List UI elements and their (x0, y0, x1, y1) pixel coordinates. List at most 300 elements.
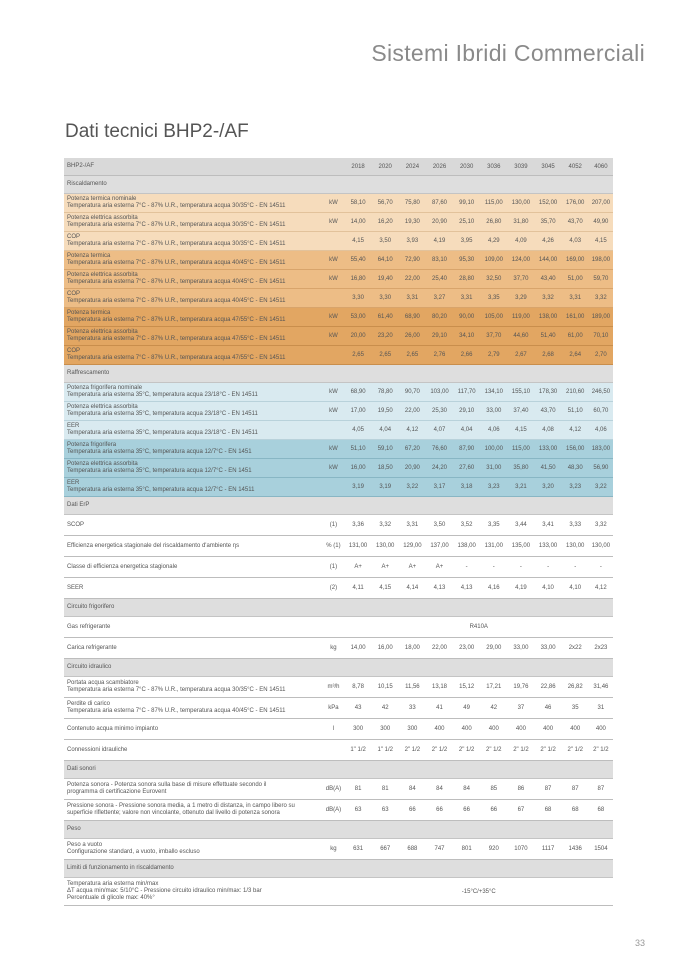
row-label-condition: Temperatura aria esterna 35°C, temperatura acqua 23/18°C - EN 14511 (67, 411, 258, 417)
value-cell: 58,10 (345, 194, 372, 213)
value-cell: 20,00 (345, 327, 372, 346)
value-cell: 68 (589, 800, 613, 821)
value-cell: 4,07 (426, 421, 453, 440)
table-row (64, 515, 613, 536)
value-cell: 14,00 (345, 638, 372, 659)
value-cell: 29,10 (453, 402, 480, 421)
value-cell: 75,80 (399, 194, 426, 213)
value-cell: 19,40 (372, 270, 399, 289)
value-cell: 400 (453, 719, 480, 740)
value-cell: 155,10 (507, 383, 534, 402)
table-row (64, 638, 613, 659)
value-cell: 2" 1/2 (562, 740, 589, 761)
value-cell: 3,52 (453, 515, 480, 536)
table-row (64, 232, 613, 251)
row-label-condition: programma di certificazione Eurovent (67, 789, 167, 795)
value-cell: 29,00 (480, 638, 507, 659)
row-label (64, 638, 322, 659)
value-cell: 35 (562, 698, 589, 719)
section-header (64, 599, 613, 617)
model-header: 2030 (453, 158, 480, 176)
value-cell: 37,70 (480, 327, 507, 346)
value-cell: 43,70 (535, 402, 562, 421)
value-cell: 66 (480, 800, 507, 821)
row-unit: (1) (322, 515, 344, 536)
row-unit (322, 232, 344, 251)
row-label-condition: Temperatura aria esterna 35°C, temperatura acqua 12/7°C - EN 1451 (67, 468, 252, 474)
value-cell: 4,12 (562, 421, 589, 440)
value-cell: 183,00 (589, 440, 613, 459)
value-cell: 31 (589, 698, 613, 719)
value-cell: 25,40 (426, 270, 453, 289)
row-label-condition: Configurazione standard, a vuoto, imballo escluso (67, 849, 200, 855)
value-cell: 3,31 (399, 289, 426, 308)
value-cell: 2,65 (399, 346, 426, 365)
value-cell: 90,00 (453, 308, 480, 327)
value-cell: 4,12 (589, 578, 613, 599)
value-cell: 178,30 (535, 383, 562, 402)
value-cell: 400 (426, 719, 453, 740)
row-label (64, 719, 322, 740)
row-label (64, 478, 322, 497)
value-cell: 22,86 (535, 677, 562, 698)
merged-value: -15°C/+35°C (345, 878, 613, 906)
technical-data-table (64, 158, 613, 906)
value-cell: 37 (507, 698, 534, 719)
value-cell: 920 (480, 839, 507, 860)
row-label-main: Potenza sonora - Potenza sonora sulla base di misure effettuate secondo il (67, 782, 267, 788)
row-label-condition: ΔT acqua min/max: 5/10°C - Pressione circuito idraulico min/max: 1/3 bar (67, 888, 262, 894)
table-row (64, 402, 613, 421)
row-label-condition: Percentuale di glicole max: 40%° (67, 895, 155, 901)
row-label-main: Perdite di carico (67, 701, 111, 707)
value-cell: 22,00 (399, 270, 426, 289)
value-cell: 23,00 (453, 638, 480, 659)
row-label-main: Connessioni idrauliche (67, 746, 128, 753)
section-title: Peso (64, 821, 613, 839)
value-cell: 2" 1/2 (507, 740, 534, 761)
value-cell: 2,65 (345, 346, 372, 365)
row-label (64, 213, 322, 232)
value-cell: 2" 1/2 (589, 740, 613, 761)
value-cell: 169,00 (562, 251, 589, 270)
value-cell: 3,41 (535, 515, 562, 536)
value-cell: 56,90 (589, 459, 613, 478)
row-unit: l (322, 719, 344, 740)
model-header: 4052 (562, 158, 589, 176)
value-cell: 31,46 (589, 677, 613, 698)
model-header: 2018 (345, 158, 372, 176)
value-cell: 300 (372, 719, 399, 740)
value-cell: 66 (399, 800, 426, 821)
value-cell: 24,20 (426, 459, 453, 478)
value-cell: 4,15 (372, 578, 399, 599)
value-cell: 129,00 (399, 536, 426, 557)
value-cell: 152,00 (535, 194, 562, 213)
value-cell: 400 (480, 719, 507, 740)
value-cell: - (562, 557, 589, 578)
table-row (64, 578, 613, 599)
row-label (64, 779, 322, 800)
row-label-condition: Temperatura aria esterna 7°C - 87% U.R., temperatura acqua 47/55°C - EN 14511 (67, 336, 286, 342)
row-label-main: Contenuto acqua minimo impianto (67, 725, 159, 732)
value-cell: 99,10 (453, 194, 480, 213)
section-title: Circuito idraulico (64, 659, 613, 677)
row-label (64, 878, 322, 906)
value-cell: 41,50 (535, 459, 562, 478)
value-cell: 55,40 (345, 251, 372, 270)
row-unit (322, 346, 344, 365)
value-cell: 119,00 (507, 308, 534, 327)
table-row (64, 800, 613, 821)
value-cell: 20,90 (399, 459, 426, 478)
section-header (64, 497, 613, 515)
value-cell: 87 (562, 779, 589, 800)
row-label-main: Potenza termica (67, 253, 111, 259)
value-cell: 138,00 (453, 536, 480, 557)
section-title: Circuito frigorifero (64, 599, 613, 617)
table-row (64, 346, 613, 365)
row-label-main: COP (67, 348, 81, 354)
row-unit (322, 421, 344, 440)
table-row (64, 327, 613, 346)
section-header (64, 761, 613, 779)
value-cell: 49 (453, 698, 480, 719)
value-cell: 3,31 (453, 289, 480, 308)
value-cell: 81 (372, 779, 399, 800)
value-cell: 1" 1/2 (345, 740, 372, 761)
value-cell: 4,29 (480, 232, 507, 251)
value-cell: 156,00 (562, 440, 589, 459)
table-row (64, 251, 613, 270)
value-cell: 4,11 (345, 578, 372, 599)
value-cell: 3,22 (399, 478, 426, 497)
value-cell: 176,00 (562, 194, 589, 213)
value-cell: 64,10 (372, 251, 399, 270)
value-cell: 61,00 (562, 327, 589, 346)
value-cell: 198,00 (589, 251, 613, 270)
row-label-condition: Temperatura aria esterna 35°C, temperatura acqua 12/7°C - EN 1451 (67, 449, 252, 455)
value-cell: - (589, 557, 613, 578)
row-label (64, 383, 322, 402)
value-cell: 3,19 (345, 478, 372, 497)
value-cell: 68,90 (399, 308, 426, 327)
row-label-main: Potenza elettrica assorbita (67, 329, 138, 335)
value-cell: 2,67 (507, 346, 534, 365)
model-header: 2024 (399, 158, 426, 176)
value-cell: 400 (507, 719, 534, 740)
value-cell: 13,18 (426, 677, 453, 698)
table-row (64, 557, 613, 578)
row-label-main: Potenza termica (67, 310, 111, 316)
table-header-row (64, 158, 613, 176)
value-cell: 10,15 (372, 677, 399, 698)
row-unit: m³/h (322, 677, 344, 698)
row-label (64, 270, 322, 289)
row-unit: kW (322, 213, 344, 232)
value-cell: 87 (589, 779, 613, 800)
model-header: 2020 (372, 158, 399, 176)
row-unit: kW (322, 251, 344, 270)
value-cell: 4,13 (426, 578, 453, 599)
value-cell: 16,00 (372, 638, 399, 659)
value-cell: 15,12 (453, 677, 480, 698)
value-cell: 4,19 (507, 578, 534, 599)
value-cell: 4,26 (535, 232, 562, 251)
value-cell: 49,90 (589, 213, 613, 232)
row-label-condition: Temperatura aria esterna 35°C, temperatura acqua 23/18°C - EN 14511 (67, 430, 258, 436)
value-cell: 68,90 (345, 383, 372, 402)
value-cell: 86 (507, 779, 534, 800)
value-cell: 4,04 (453, 421, 480, 440)
value-cell: 2,68 (535, 346, 562, 365)
table-row (64, 194, 613, 213)
value-cell: 1" 1/2 (372, 740, 399, 761)
value-cell: 19,76 (507, 677, 534, 698)
merged-value: R410A (345, 617, 613, 638)
value-cell: 4,15 (507, 421, 534, 440)
model-header: 3036 (480, 158, 507, 176)
value-cell: 4,13 (453, 578, 480, 599)
table-row (64, 289, 613, 308)
value-cell: 25,10 (453, 213, 480, 232)
table-row (64, 719, 613, 740)
page-title: Dati tecnici BHP2-/AF (65, 121, 249, 142)
value-cell: 68 (535, 800, 562, 821)
value-cell: 3,27 (426, 289, 453, 308)
value-cell: 87 (535, 779, 562, 800)
value-cell: 4,15 (589, 232, 613, 251)
value-cell: 2" 1/2 (480, 740, 507, 761)
value-cell: 3,31 (562, 289, 589, 308)
model-header: 3045 (535, 158, 562, 176)
section-header (64, 176, 613, 194)
value-cell: 3,50 (426, 515, 453, 536)
section-title: Dati sonori (64, 761, 613, 779)
table-row (64, 677, 613, 698)
value-cell: 2,70 (589, 346, 613, 365)
row-unit: (2) (322, 578, 344, 599)
row-label-main: COP (67, 291, 81, 297)
value-cell: 4,14 (399, 578, 426, 599)
row-label-condition: Temperatura aria esterna 7°C - 87% U.R., temperatura acqua 40/45°C - EN 14511 (67, 260, 286, 266)
value-cell: 16,00 (345, 459, 372, 478)
value-cell: 42 (480, 698, 507, 719)
table-row (64, 779, 613, 800)
value-cell: 4,09 (507, 232, 534, 251)
value-cell: 78,80 (372, 383, 399, 402)
row-label-condition: Temperatura aria esterna 7°C - 87% U.R., temperatura acqua 47/55°C - EN 14511 (67, 355, 286, 361)
value-cell: 115,00 (507, 440, 534, 459)
row-label (64, 698, 322, 719)
value-cell: 32,50 (480, 270, 507, 289)
table-row (64, 270, 613, 289)
table-row (64, 383, 613, 402)
row-unit (322, 740, 344, 761)
value-cell: 1070 (507, 839, 534, 860)
value-cell: 4,10 (562, 578, 589, 599)
value-cell: 3,44 (507, 515, 534, 536)
row-unit: kW (322, 383, 344, 402)
table-row (64, 617, 613, 638)
value-cell: 4,05 (345, 421, 372, 440)
table-row (64, 536, 613, 557)
value-cell: 51,40 (535, 327, 562, 346)
value-cell: 400 (535, 719, 562, 740)
row-label-main: Classe di efficienza energetica stagionale (67, 563, 178, 570)
row-label (64, 677, 322, 698)
value-cell: 161,00 (562, 308, 589, 327)
row-label (64, 421, 322, 440)
row-label (64, 459, 322, 478)
row-unit: kW (322, 459, 344, 478)
value-cell: 4,04 (372, 421, 399, 440)
value-cell: 63 (372, 800, 399, 821)
value-cell: 51,00 (562, 270, 589, 289)
row-label-main: Carica refrigerante (67, 644, 117, 651)
value-cell: 81 (345, 779, 372, 800)
table-row (64, 459, 613, 478)
row-unit: kg (322, 839, 344, 860)
value-cell: 8,78 (345, 677, 372, 698)
row-label-main: Gas refrigerante (67, 623, 111, 630)
value-cell: 3,21 (507, 478, 534, 497)
row-label-main: Temperatura aria esterna min/max (67, 881, 159, 887)
value-cell: 41 (426, 698, 453, 719)
value-cell: 207,00 (589, 194, 613, 213)
row-label-condition: superficie riflettente; valore non vincolante, ottenuto dal livello di potenza sonora (67, 810, 280, 816)
value-cell: 4,08 (535, 421, 562, 440)
row-label (64, 800, 322, 821)
row-label-main: Portata acqua scambiatore (67, 680, 139, 686)
value-cell: 42 (372, 698, 399, 719)
row-unit: % (1) (322, 536, 344, 557)
value-cell: 4,06 (589, 421, 613, 440)
value-cell: 1504 (589, 839, 613, 860)
row-label-main: Potenza elettrica assorbita (67, 404, 138, 410)
row-label-main: EER (67, 480, 80, 486)
value-cell: 61,40 (372, 308, 399, 327)
value-cell: 3,30 (345, 289, 372, 308)
value-cell: 631 (345, 839, 372, 860)
value-cell: 16,80 (345, 270, 372, 289)
value-cell: 59,10 (372, 440, 399, 459)
row-label-main: Efficienza energetica stagionale del riscaldamento d'ambiente ηs (67, 542, 240, 549)
row-label (64, 515, 322, 536)
row-label-condition: Temperatura aria esterna 7°C - 87% U.R., temperatura acqua 47/55°C - EN 14511 (67, 317, 286, 323)
value-cell: 3,32 (589, 289, 613, 308)
value-cell: 2x23 (589, 638, 613, 659)
value-cell: 300 (345, 719, 372, 740)
model-header: 4060 (589, 158, 613, 176)
value-cell: 70,10 (589, 327, 613, 346)
value-cell: 130,00 (372, 536, 399, 557)
value-cell: 20,90 (426, 213, 453, 232)
value-cell: 3,32 (535, 289, 562, 308)
row-unit (322, 289, 344, 308)
value-cell: 85 (480, 779, 507, 800)
value-cell: 51,10 (345, 440, 372, 459)
brand-title: Sistemi Ibridi Commerciali (371, 40, 645, 66)
value-cell: 3,18 (453, 478, 480, 497)
row-unit: kW (322, 308, 344, 327)
value-cell: 22,00 (399, 402, 426, 421)
row-label-main: COP (67, 234, 81, 240)
row-label-main: SEER (67, 584, 84, 591)
section-title: Raffrescamento (64, 365, 613, 383)
row-label (64, 536, 322, 557)
value-cell: - (507, 557, 534, 578)
value-cell: 130,00 (507, 194, 534, 213)
row-unit: kg (322, 638, 344, 659)
value-cell: 130,00 (562, 536, 589, 557)
table-row (64, 839, 613, 860)
row-label-main: EER (67, 423, 80, 429)
value-cell: 3,35 (480, 515, 507, 536)
value-cell: 2,76 (426, 346, 453, 365)
row-label-condition: Temperatura aria esterna 7°C - 87% U.R., temperatura acqua 30/35°C - EN 14511 (67, 687, 286, 693)
value-cell: 3,31 (399, 515, 426, 536)
value-cell: 138,00 (535, 308, 562, 327)
value-cell: 76,60 (426, 440, 453, 459)
value-cell: - (535, 557, 562, 578)
value-cell: 56,70 (372, 194, 399, 213)
value-cell: 3,93 (399, 232, 426, 251)
value-cell: 100,00 (480, 440, 507, 459)
value-cell: 3,29 (507, 289, 534, 308)
value-cell: 33,00 (535, 638, 562, 659)
value-cell: 16,20 (372, 213, 399, 232)
value-cell: A+ (345, 557, 372, 578)
value-cell: 109,00 (480, 251, 507, 270)
value-cell: 4,15 (345, 232, 372, 251)
value-cell: 210,60 (562, 383, 589, 402)
value-cell: 33,00 (507, 638, 534, 659)
row-label-main: Potenza elettrica assorbita (67, 272, 138, 278)
value-cell: 90,70 (399, 383, 426, 402)
value-cell: 3,32 (372, 515, 399, 536)
value-cell: 14,00 (345, 213, 372, 232)
value-cell: 67 (507, 800, 534, 821)
value-cell: 688 (399, 839, 426, 860)
row-label-main: Potenza frigorifera (67, 442, 117, 448)
value-cell: 19,30 (399, 213, 426, 232)
value-cell: A+ (426, 557, 453, 578)
row-label-main: Potenza elettrica assorbita (67, 215, 138, 221)
value-cell: 59,70 (589, 270, 613, 289)
value-cell: 2" 1/2 (535, 740, 562, 761)
value-cell: 43,70 (562, 213, 589, 232)
value-cell: 4,06 (480, 421, 507, 440)
value-cell: 3,95 (453, 232, 480, 251)
row-label (64, 440, 322, 459)
value-cell: 44,60 (507, 327, 534, 346)
value-cell: 801 (453, 839, 480, 860)
value-cell: 103,00 (426, 383, 453, 402)
value-cell: 133,00 (535, 440, 562, 459)
value-cell: 25,30 (426, 402, 453, 421)
value-cell: 66 (426, 800, 453, 821)
value-cell: 134,10 (480, 383, 507, 402)
row-unit: dB(A) (322, 779, 344, 800)
value-cell: 2,66 (453, 346, 480, 365)
value-cell: 117,70 (453, 383, 480, 402)
value-cell: 19,50 (372, 402, 399, 421)
row-label-main: Potenza elettrica assorbita (67, 461, 138, 467)
row-unit: (1) (322, 557, 344, 578)
table-row (64, 698, 613, 719)
value-cell: 130,00 (589, 536, 613, 557)
